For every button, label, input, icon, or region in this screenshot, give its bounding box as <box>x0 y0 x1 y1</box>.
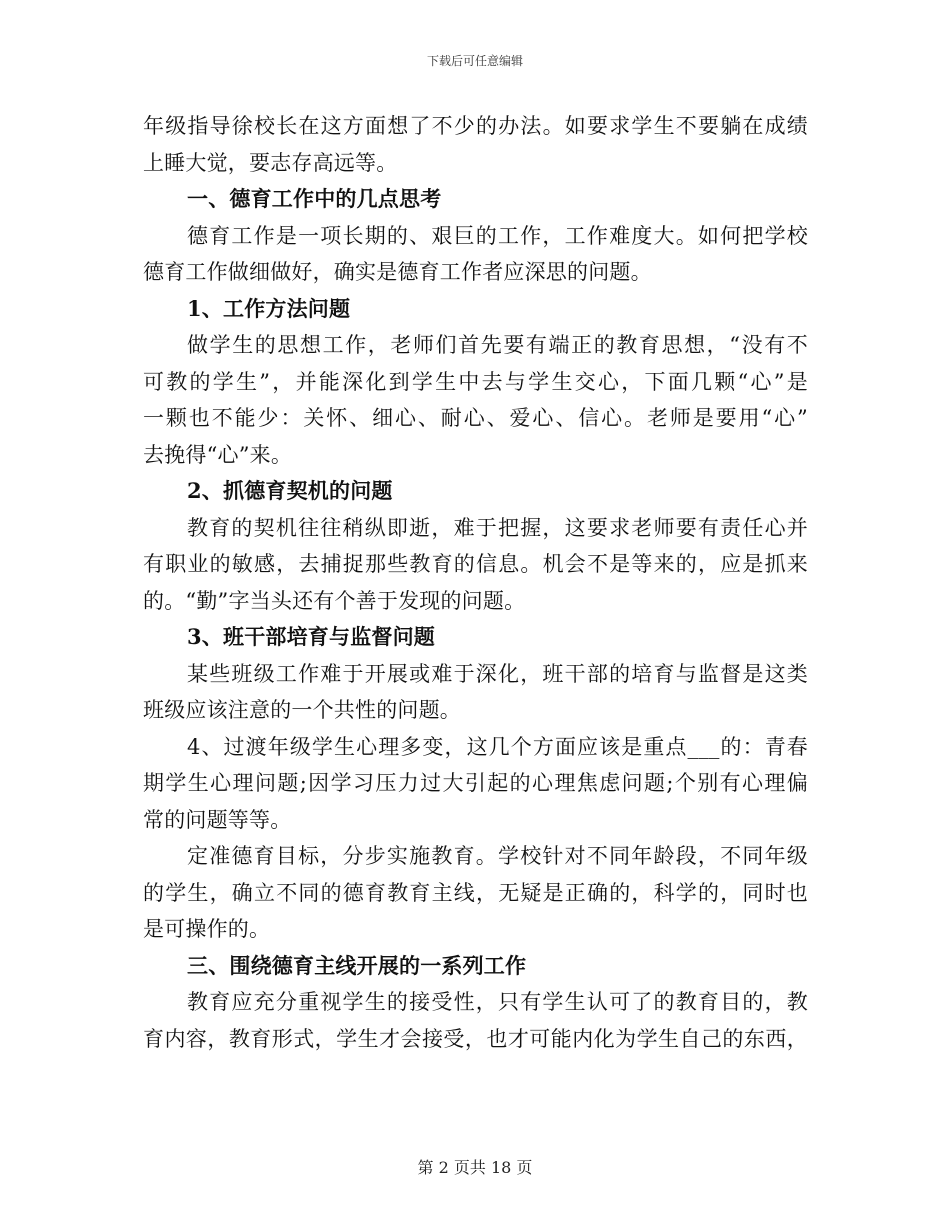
paragraph-line: 定准德育目标，分步实施教育。学校针对不同年龄段，不同年级 <box>187 844 808 868</box>
paragraph-line: 德育工作是一项长期的、艰巨的工作，工作难度大。如何把学校 <box>187 223 808 248</box>
paragraph-line: 是可操作的。 <box>143 917 271 941</box>
paragraph-line: 育内容，教育形式，学生才会接受，也才可能内化为学生自己的东西， <box>143 1026 808 1051</box>
section-heading: 3、班干部培育与监督问题 <box>187 624 436 649</box>
paragraph-line: 年级指导徐校长在这方面想了不少的办法。如要求学生不要躺在成绩 <box>143 114 808 138</box>
paragraph-line: 教育的契机往往稍纵即逝，难于把握，这要求老师要有责任心并 <box>187 515 808 540</box>
paragraph-line: 可教的学生”，并能深化到学生中去与学生交心，下面几颗“心”是 <box>143 369 808 394</box>
paragraph-line: 班级应该注意的一个共性的问题。 <box>143 698 461 722</box>
section-heading: 一、德育工作中的几点思考 <box>187 186 442 211</box>
paragraph-line: 有职业的敏感，去捕捉那些教育的信息。机会不是等来的，应是抓来 <box>143 552 808 576</box>
page-header: 下载后可任意编辑 <box>426 54 523 68</box>
paragraph-line: 德育工作做细做好，确实是德育工作者应深思的问题。 <box>143 260 652 284</box>
paragraph-line: 期学生心理问题;因学习压力过大引起的心理焦虑问题;个别有心理偏 <box>143 771 808 795</box>
paragraph-line: 教育应充分重视学生的接受性，只有学生认可了的教育目的，教 <box>187 990 808 1014</box>
page-footer: 第 2 页共 18 页 <box>417 1158 533 1177</box>
paragraph-line: 常的问题等等。 <box>143 807 292 832</box>
section-heading: 三、围绕德育主线开展的一系列工作 <box>187 952 527 978</box>
paragraph-line: 某些班级工作难于开展或难于深化，班干部的培育与监督是这类 <box>187 661 808 686</box>
paragraph-line: 的。“勤”字当头还有个善于发现的问题。 <box>143 588 526 613</box>
section-heading: 2、抓德育契机的问题 <box>187 478 393 503</box>
paragraph-line: 4、过渡年级学生心理多变，这几个方面应该是重点___的：青春 <box>187 734 808 759</box>
paragraph-line: 一颗也不能少：关怀、细心、耐心、爱心、信心。老师是要用“心” <box>143 406 808 430</box>
paragraph-line: 做学生的思想工作，老师们首先要有端正的教育思想，“没有不 <box>187 333 808 357</box>
paragraph-line: 上睡大觉，要志存高远等。 <box>143 150 398 175</box>
paragraph-line: 的学生，确立不同的德育教育主线，无疑是正确的，科学的，同时也 <box>143 880 808 905</box>
section-heading: 1、工作方法问题 <box>187 295 351 321</box>
paragraph-line: 去挽得“心”来。 <box>143 442 293 467</box>
document-body <box>143 108 808 1057</box>
